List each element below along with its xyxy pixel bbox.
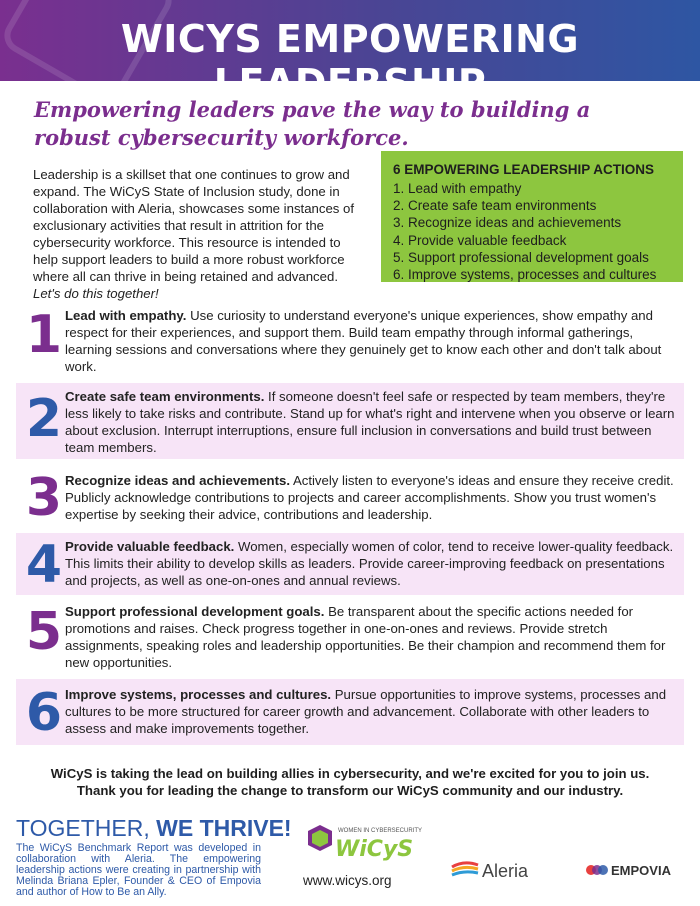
- actions-list-item: 3. Recognize ideas and achievements: [393, 215, 622, 231]
- section-text: [65, 538, 678, 589]
- action-section-4: [16, 533, 684, 595]
- section-number: 5: [25, 602, 63, 662]
- section-title: Support professional development goals.: [65, 604, 325, 619]
- closing-statement: [20, 765, 680, 799]
- tagline: Empowering leaders pave the way to building a robust cybersecurity workforce.: [34, 97, 591, 150]
- section-title: Improve systems, processes and cultures.: [65, 687, 332, 702]
- together-we-thrive: [16, 815, 292, 842]
- actions-list-item: 5. Support professional development goals: [393, 249, 649, 265]
- action-section-6: [16, 679, 684, 745]
- actions-title: 6 EMPOWERING LEADERSHIP ACTIONS: [393, 162, 655, 177]
- actions-list-item: 6. Improve systems, processes and cultures: [393, 267, 657, 283]
- header-banner: [0, 0, 700, 105]
- section-body: Pursue opportunities to improve systems, processes and cultures to be more structured for career growth and advancement. Collaborate with other leaders to assess and make improvements together.: [65, 687, 667, 736]
- section-text: [65, 388, 678, 456]
- closing-line: Thank you for leading the change to transform our WiCyS community and our industry.: [76, 783, 624, 798]
- intro-cta: Let's do this together!: [33, 286, 159, 301]
- wicys-logo-small-text: WOMEN IN CYBERSECURITY: [338, 828, 423, 834]
- section-body: Be transparent about the specific actions needed for promotions and raises. Check progress together in one-on-ones and reviews. Provide stretch assignments, speaking roles and leadership opportunities. Be their champion and recommend them for new opportunities.: [65, 604, 666, 670]
- actions-list-item: 4. Provide valuable feedback: [393, 232, 567, 248]
- actions-summary-box: [381, 151, 683, 282]
- wicys-logo: [305, 822, 423, 872]
- closing-line: WiCyS is taking the lead on building allies in cybersecurity, and we're excited for you to join us.: [50, 766, 650, 781]
- action-section-3: [16, 468, 684, 526]
- empovia-logo: [585, 859, 675, 881]
- credit-text: The WiCyS Benchmark Report was developed in collaboration with Aleria. The empowering leadership actions were creating in partnership with Melinda Briana Epler, Founder & CEO of Empovia and author of How to Be an Ally.: [16, 842, 261, 898]
- empovia-mark-icon: [598, 865, 608, 875]
- section-title: Create safe team environments.: [65, 389, 265, 404]
- aleria-swoosh-icon: [452, 867, 478, 871]
- section-title: Recognize ideas and achievements.: [65, 473, 291, 488]
- intro-paragraph: [33, 166, 368, 302]
- action-section-1: [16, 303, 684, 373]
- section-title: Lead with empathy.: [65, 308, 187, 323]
- section-text: [65, 307, 678, 375]
- section-text: [65, 686, 678, 737]
- section-number: 1: [25, 305, 63, 365]
- aleria-swoosh-icon: [452, 872, 478, 875]
- section-text: [65, 472, 678, 523]
- empovia-logo-text: EMPOVIA: [611, 863, 671, 878]
- website-url: www.wicys.org: [303, 873, 392, 888]
- wicys-logo-text: WiCyS: [335, 837, 414, 862]
- actions-list-item: 2. Create safe team environments: [393, 198, 597, 214]
- section-body: Actively listen to everyone's ideas and ensure they receive credit. Publicly acknowledge contributions to projects and career accomplishments. Show you trust women's expertise by seeking their advice, contributions and leadership.: [65, 473, 674, 522]
- action-section-2: [16, 383, 684, 459]
- section-number: 4: [25, 535, 63, 595]
- section-body: Women, especially women of color, tend to receive lower-quality feedback. This limits their ability to develop skills as leaders. Provide career-improving feedback on presentations and projects, as well as one-on-ones and annual reviews.: [65, 539, 674, 588]
- thrive-text: WE THRIVE!: [156, 815, 292, 841]
- intro-text: Leadership is a skillset that one continues to grow and expand. The WiCyS State of Inclusion study, done in collaboration with Aleria, showcases some instances of exclusionary activities that result in attrition for the cybersecurity workforce. This resource is intended to help support leaders to build a more robust workforce where all can thrive in being retained and advanced.: [33, 167, 355, 284]
- aleria-logo-text: Aleria: [482, 861, 529, 881]
- section-title: Provide valuable feedback.: [65, 539, 235, 554]
- aleria-logo: [450, 856, 550, 882]
- action-section-5: [16, 600, 684, 674]
- section-body: Use curiosity to understand everyone's unique experiences, show empathy and respect for their experiences, and support them. Build team empathy through informal gatherings, learning sessions and conversations where they genuinely get to know each other and don't talk about work.: [65, 308, 662, 374]
- together-text: TOGETHER,: [16, 815, 150, 841]
- actions-list-item: 1. Lead with empathy: [393, 181, 522, 196]
- section-text: [65, 603, 678, 671]
- section-number: 6: [25, 683, 63, 743]
- section-body: If someone doesn't feel safe or respected by team members, they're less likely to take risks and contribute. Stand up for what's right and intervene when you observe or learn about exclusion. Interrupt interruptions, ensure full inclusion in conversations and build trust between team members.: [65, 389, 675, 455]
- page-title: WICYS EMPOWERING LEADERSHIP: [120, 17, 580, 105]
- section-number: 2: [25, 389, 63, 449]
- section-number: 3: [25, 468, 63, 528]
- actions-list: [393, 180, 671, 283]
